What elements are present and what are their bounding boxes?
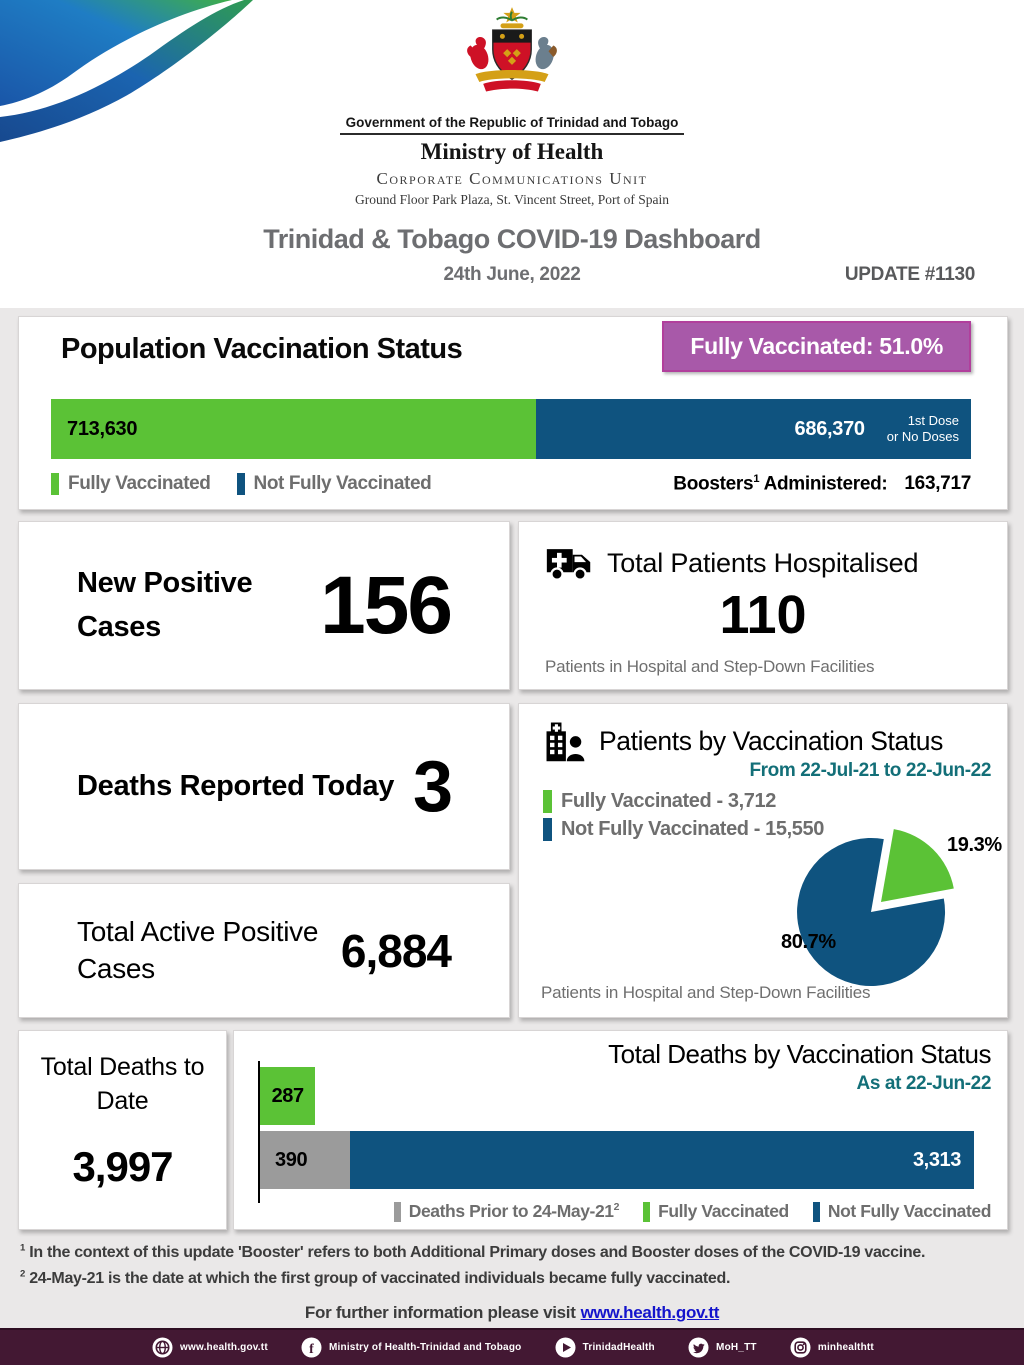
deaths-bar-prior-value: 390 <box>275 1148 308 1171</box>
facebook-icon <box>301 1337 322 1358</box>
page-title: Trinidad & Tobago COVID-19 Dashboard <box>263 224 761 254</box>
new-positive-label: New Positive Cases <box>77 567 253 643</box>
new-positive-value: 156 <box>320 559 451 651</box>
update-number: UPDATE #1130 <box>844 264 975 285</box>
deaths-legend-prior: Deaths Prior to $24-May-21^2$ <box>408 1201 620 1221</box>
address-line: Ground Floor Park Plaza, St. Vincent Street, Port of Spain <box>355 192 669 207</box>
active-cases-label: Total Active Positive Cases <box>77 915 319 984</box>
deaths-bar-fully-value: 287 <box>271 1084 304 1107</box>
footer-twitter[interactable]: MoH_TT <box>688 1337 757 1358</box>
total-deaths-label: Total Deaths to Date <box>40 1053 205 1115</box>
ministry-name: Ministry of Health <box>420 139 604 164</box>
patients-chart-title: Patients by Vaccination Status <box>599 725 943 756</box>
footer-youtube[interactable]: TrinidadHealth <box>555 1337 655 1358</box>
active-cases-value: 6,884 <box>340 924 451 977</box>
youtube-icon <box>555 1337 576 1358</box>
legend-marker-green <box>51 473 59 495</box>
hospitalised-value: 110 <box>719 585 807 645</box>
health-gov-link[interactable]: www.health.gov.tt <box>580 1303 720 1322</box>
page-date: 24th June, 2022 <box>443 264 581 285</box>
globe-icon <box>152 1337 173 1358</box>
pop-bar-notfully-segment <box>536 399 971 459</box>
deaths-legend-notfully: Not Fully Vaccinated <box>827 1201 991 1221</box>
legend-marker-blue <box>237 473 245 495</box>
patients-legend-fully: Fully Vaccinated - 3,712 <box>561 790 776 812</box>
legend-fully-label: Fully Vaccinated <box>68 473 211 495</box>
deaths-today-label: Deaths Reported Today <box>77 769 395 802</box>
pie-slice-fully <box>881 829 954 902</box>
pie-label-fully-pct: 19.3% <box>947 834 1002 856</box>
hospital-patient-icon <box>543 720 587 762</box>
legend-marker-blue <box>543 818 552 841</box>
population-legend <box>51 473 971 495</box>
deaths-chart-plot <box>260 1067 974 1189</box>
deaths-bar-fully <box>260 1067 315 1125</box>
footnote-2: $^2$ 24-May-21 is the date at which the first group of vaccinated individuals became fully vaccinated. <box>20 1268 731 1287</box>
legend-marker-green <box>643 1202 650 1222</box>
footnotes <box>20 1240 925 1291</box>
patients-chart-caption: Patients in Hospital and Step-Down Facilities <box>541 983 871 1002</box>
legend-notfully-label: Not Fully Vaccinated <box>253 473 432 495</box>
dose-note: 1st Dose or No Doses <box>886 412 959 444</box>
cocrico-bird <box>533 37 557 72</box>
deaths-bar-stacked <box>260 1131 974 1189</box>
deaths-chart-subtitle: As at 22-Jun-22 <box>856 1073 991 1094</box>
pop-bar-fully-segment <box>51 399 536 459</box>
population-stacked-bar <box>51 399 971 459</box>
legend-marker-green <box>543 790 552 813</box>
boosters-administered: Boosters$^1$ Administered: 163,717 <box>673 473 971 495</box>
info-line: For further information please visit www.health.gov.tt <box>304 1303 720 1322</box>
footer-facebook[interactable]: f Ministry of Health-Trinidad and Tobago <box>301 1337 521 1358</box>
deaths-bar-notfully-value: 3,313 <box>912 1148 961 1171</box>
deaths-bar-notfully-segment <box>350 1131 974 1189</box>
footnote-1: $^1$ In the context of this update 'Booster' refers to both Additional Primary doses and Booster doses of the COVID-19 vaccine. <box>20 1242 926 1261</box>
deaths-bar-prior-segment <box>260 1131 350 1189</box>
fully-vaccinated-badge: Fully Vaccinated: 51.0% <box>662 321 971 372</box>
total-deaths-card <box>18 1030 227 1230</box>
instagram-icon <box>790 1337 811 1358</box>
deaths-today-value: 3 <box>412 746 451 827</box>
pop-bar-notfully-value: 686,370 <box>794 417 865 440</box>
twitter-icon <box>688 1337 709 1358</box>
hospitalised-caption: Patients in Hospital and Step-Down Facilities <box>545 657 875 676</box>
hospitalised-label: Total Patients Hospitalised <box>607 547 919 578</box>
pie-label-notfully-pct: 80.7% <box>781 931 836 953</box>
population-title: Population Vaccination Status <box>61 333 463 365</box>
deaths-by-vaccination-card <box>233 1030 1008 1230</box>
deaths-today-card <box>18 703 510 870</box>
hospitalised-card <box>518 521 1008 690</box>
footer-website[interactable]: www.health.gov.tt <box>152 1337 268 1358</box>
legend-marker-gray <box>394 1202 401 1222</box>
unit-name: Corporate Communications Unit <box>376 169 648 188</box>
active-cases-card <box>18 883 510 1018</box>
ambulance-icon <box>545 544 593 582</box>
svg-text:f: f <box>309 1342 314 1357</box>
patients-chart-subtitle: From 22-Jul-21 to 22-Jun-22 <box>749 760 991 781</box>
new-positive-cases-card <box>18 521 510 690</box>
scarlet-ibis <box>467 37 491 72</box>
boosters-value: 163,717 <box>904 473 971 495</box>
population-vaccination-card <box>18 316 1008 510</box>
coat-of-arms <box>464 6 560 108</box>
pop-bar-fully-value: 713,630 <box>67 417 138 440</box>
footer-instagram[interactable]: minhealthtt <box>790 1337 874 1358</box>
patients-legend-notfully: Not Fully Vaccinated - 15,550 <box>561 818 824 840</box>
deaths-legend-fully: Fully Vaccinated <box>658 1201 789 1221</box>
patients-by-vaccination-card <box>518 703 1008 1018</box>
government-line: Government of the Republic of Trinidad and Tobago <box>340 115 685 135</box>
deaths-chart-title: Total Deaths by Vaccination Status <box>608 1039 991 1069</box>
header <box>0 6 1024 208</box>
footer-bar <box>0 1328 1024 1365</box>
deaths-chart-legend <box>394 1201 991 1222</box>
total-deaths-value: 3,997 <box>72 1142 173 1190</box>
legend-marker-blue <box>813 1202 820 1222</box>
